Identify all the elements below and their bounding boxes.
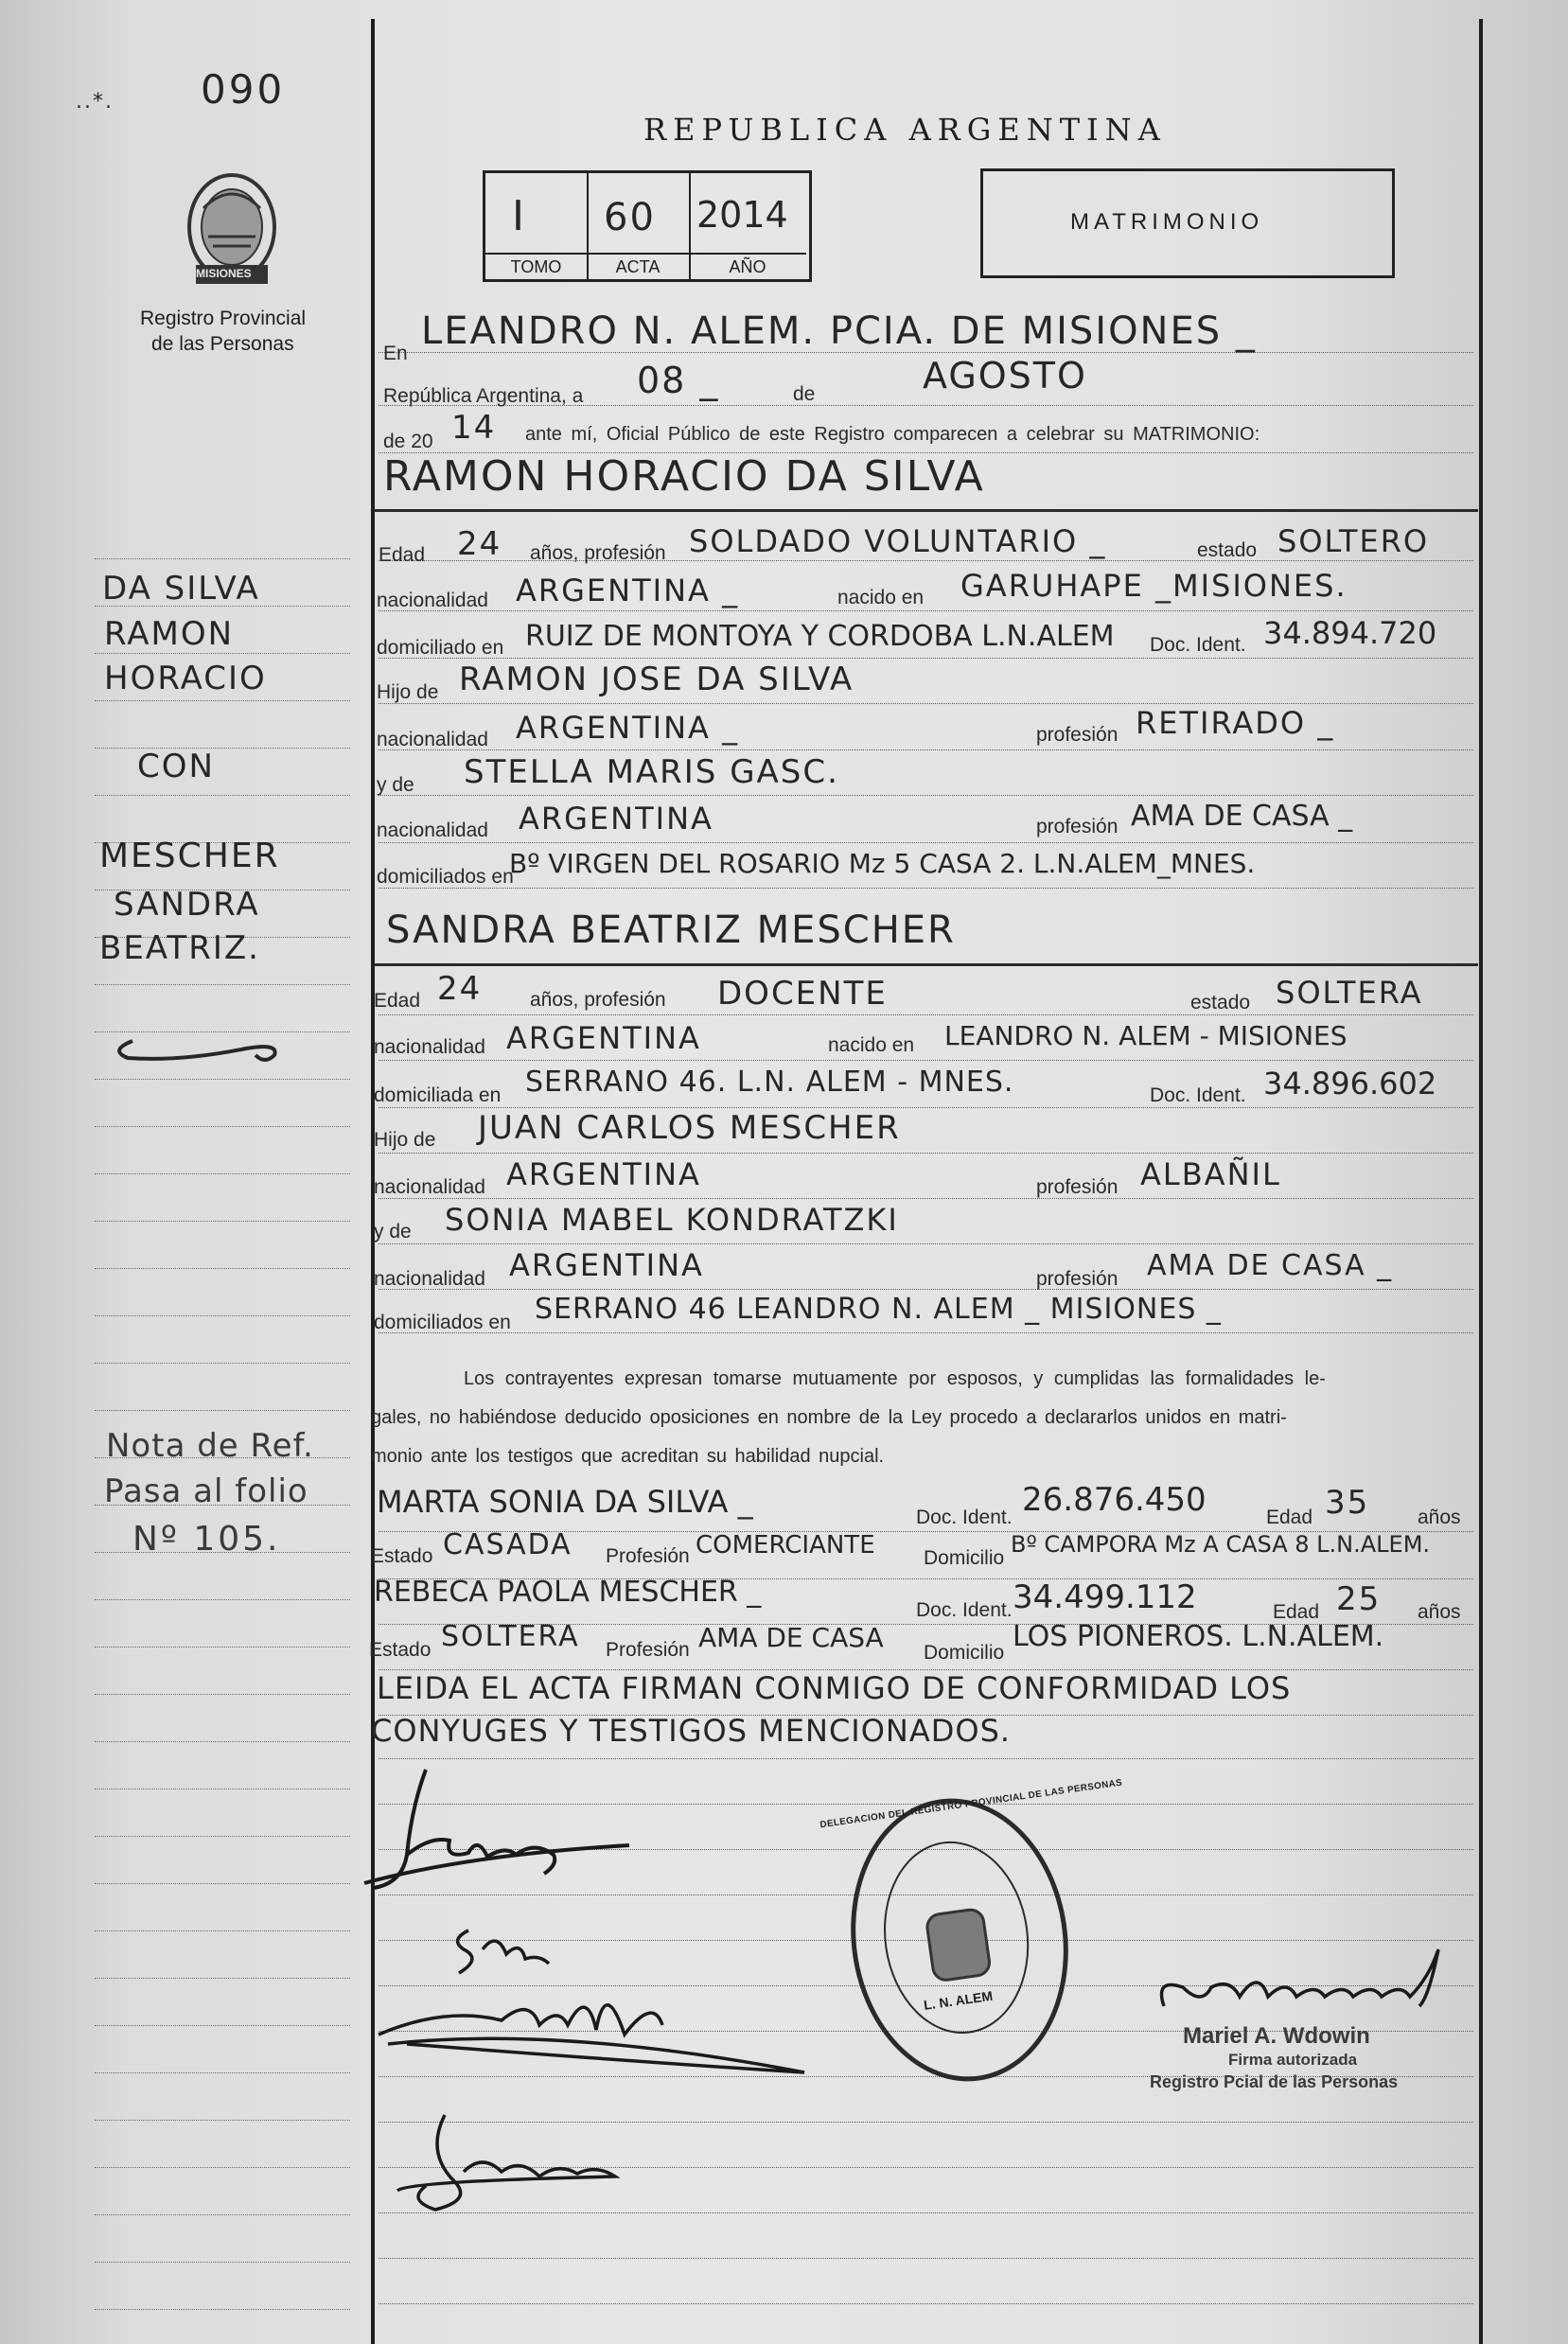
- witness2-doc: 34.499.112: [1013, 1578, 1197, 1616]
- margin-mark: ..*.: [76, 90, 114, 114]
- witness1-domicilio: Bº CAMPORA Mz A CASA 8 L.N.ALEM.: [1011, 1531, 1431, 1558]
- bride-estado: SOLTERA: [1276, 975, 1423, 1011]
- stamp-ring-text: DELEGACION DEL REGISTRO PROVINCIAL DE LAS PERSONAS: [819, 1776, 1123, 1830]
- groom-father-prof-label: profesión: [1036, 724, 1119, 746]
- groom-nacido-label: nacido en: [837, 587, 925, 608]
- signature-groom-icon: [355, 1751, 639, 1902]
- signature-witness2-icon: [388, 2106, 672, 2219]
- bride-profesion: DOCENTE: [717, 975, 888, 1013]
- republica-label: República Argentina, a: [383, 385, 584, 407]
- seal-label: MISIONES: [196, 267, 252, 280]
- bride-domicilio-label: domiciliada en: [374, 1084, 502, 1106]
- groom-profesion: SOLDADO VOLUNTARIO _: [689, 523, 1107, 559]
- registry-name-line2: de las Personas: [151, 333, 294, 355]
- groom-name: RAMON HORACIO DA SILVA: [383, 452, 985, 501]
- signature-officer-icon: [1145, 1940, 1457, 2035]
- bride-mother-prof: AMA DE CASA _: [1147, 1249, 1394, 1282]
- right-border-line: [1479, 19, 1483, 2344]
- bride-mother-prof-label: profesión: [1036, 1268, 1119, 1290]
- ano-value: 2014: [696, 194, 788, 236]
- groom-domiciliados: Bº VIRGEN DEL ROSARIO Mz 5 CASA 2. L.N.ALEM_MNES.: [509, 848, 1256, 879]
- bride-doc: 34.896.602: [1263, 1066, 1437, 1102]
- bride-mother-nac: ARGENTINA: [509, 1247, 704, 1283]
- groom-doc-label: Doc. Ident.: [1150, 634, 1246, 656]
- groom-yde-label: y de: [377, 774, 414, 796]
- groom-domiciliados-label: domiciliados en: [377, 866, 514, 888]
- witness1-edad-label: Edad: [1266, 1507, 1313, 1528]
- bride-doc-label: Doc. Ident.: [1150, 1084, 1246, 1106]
- country-title: REPUBLICA ARGENTINA: [643, 112, 1167, 148]
- official-stamp: [819, 1776, 1123, 2096]
- bride-father: JUAN CARLOS MESCHER: [478, 1109, 901, 1147]
- bride-edad: 24: [437, 970, 483, 1008]
- registry-name-line1: Registro Provincial: [140, 308, 307, 329]
- acta-label: ACTA: [587, 253, 689, 279]
- bride-father-prof-label: profesión: [1036, 1176, 1119, 1198]
- year-suffix: 14: [451, 409, 497, 447]
- bride-father-nac: ARGENTINA: [506, 1156, 701, 1192]
- acta-cell: [587, 173, 691, 279]
- witness2-estado-label: Estado: [369, 1639, 432, 1661]
- stamp-emblem-icon: [920, 1903, 995, 1987]
- declaration-line2: gales, no habiéndose deducido oposiciones en nombre de la Ley procedo a declararlos unidos en matri-: [371, 1407, 1287, 1428]
- bride-mother-nac-label: nacionalidad: [374, 1268, 485, 1290]
- bride-domiciliados: SERRANO 46 LEANDRO N. ALEM _ MISIONES _: [535, 1293, 1222, 1326]
- record-type: MATRIMONIO: [1070, 209, 1264, 235]
- tomo-label: TOMO: [485, 253, 587, 279]
- margin-groom-line2: RAMON: [104, 615, 235, 653]
- en-label: En: [383, 343, 408, 364]
- groom-edad: 24: [457, 525, 502, 563]
- bride-domicilio: SERRANO 46. L.N. ALEM - MNES.: [525, 1066, 1014, 1099]
- witness1-domicilio-label: Domicilio: [924, 1547, 1005, 1569]
- bride-nacionalidad: ARGENTINA: [506, 1020, 701, 1056]
- witness2-profesion-label: Profesión: [606, 1639, 690, 1661]
- record-numbers-box: [483, 170, 812, 282]
- groom-doc: 34.894.720: [1263, 615, 1437, 651]
- groom-mother: STELLA MARIS GASC.: [464, 753, 839, 791]
- witness2-name: REBECA PAOLA MESCHER _: [374, 1576, 762, 1609]
- officer-name: Mariel A. Wdowin: [1183, 2023, 1370, 2049]
- intro-place: LEANDRO N. ALEM. PCIA. DE MISIONES _: [421, 309, 1257, 353]
- margin-note-line2: Pasa al folio: [104, 1472, 308, 1510]
- bride-father-nac-label: nacionalidad: [374, 1176, 485, 1198]
- witness1-anos-label: años: [1418, 1507, 1461, 1528]
- witness2-domicilio-label: Domicilio: [924, 1642, 1005, 1664]
- margin-con: CON: [137, 748, 215, 785]
- margin-bride-line1: MESCHER: [99, 837, 280, 875]
- bride-yde-label: y de: [374, 1221, 412, 1242]
- bride-nacido-label: nacido en: [828, 1034, 915, 1056]
- witness2-doc-label: Doc. Ident.: [916, 1599, 1013, 1621]
- margin-bride-line2: SANDRA: [114, 886, 260, 924]
- bride-nac-label: nacionalidad: [374, 1036, 485, 1058]
- groom-nac-label: nacionalidad: [377, 590, 488, 611]
- groom-father-nac: ARGENTINA _: [516, 710, 740, 746]
- folio-number: 090: [201, 66, 286, 113]
- intro-statement: ante mí, Oficial Público de este Registro comparecen a celebrar su MATRIMONIO:: [525, 424, 1260, 445]
- groom-father: RAMON JOSE DA SILVA: [459, 661, 854, 698]
- ano-cell: [689, 173, 806, 279]
- witness2-estado: SOLTERA: [441, 1620, 580, 1653]
- groom-mother-prof: AMA DE CASA _: [1131, 800, 1353, 833]
- closing-line2: CONYUGES Y TESTIGOS MENCIONADOS.: [371, 1713, 1012, 1749]
- groom-mother-nac-label: nacionalidad: [377, 820, 488, 841]
- witness2-anos-label: años: [1418, 1601, 1461, 1623]
- bride-father-prof: ALBAÑIL: [1140, 1156, 1281, 1192]
- groom-father-prof: RETIRADO _: [1136, 705, 1335, 741]
- witness1-doc-label: Doc. Ident.: [916, 1507, 1013, 1528]
- witness1-estado: CASADA: [443, 1528, 573, 1561]
- intro-day: 08 _: [637, 360, 720, 401]
- witness2-profesion: AMA DE CASA: [698, 1622, 884, 1653]
- margin-note-line1: Nota de Ref.: [106, 1427, 314, 1465]
- margin-bride-line3: BEATRIZ.: [99, 929, 260, 967]
- witness2-domicilio: LOS PIONEROS. L.N.ALEM.: [1013, 1620, 1384, 1653]
- bride-nacido: LEANDRO N. ALEM - MISIONES: [944, 1020, 1348, 1051]
- record-type-box: [980, 168, 1395, 278]
- witness2-edad-label: Edad: [1273, 1601, 1320, 1623]
- bride-mother: SONIA MABEL KONDRATZKI: [445, 1202, 899, 1238]
- groom-domicilio: RUIZ DE MONTOYA Y CORDOBA L.N.ALEM: [525, 620, 1115, 653]
- tomo-cell: [485, 173, 589, 279]
- bride-edad-label: Edad: [374, 990, 421, 1012]
- tomo-value: I: [512, 192, 526, 240]
- margin-flourish-icon: [104, 1022, 293, 1069]
- declaration-line1: Los contrayentes expresan tomarse mutuamente por esposos, y cumplidas las formalidades le-: [464, 1368, 1326, 1389]
- groom-anos-prof-label: años, profesión: [530, 542, 666, 564]
- margin-note-line3: Nº 105.: [132, 1520, 281, 1559]
- witness1-profesion: COMERCIANTE: [696, 1531, 875, 1560]
- witness1-edad: 35: [1325, 1484, 1370, 1522]
- groom-father-nac-label: nacionalidad: [377, 729, 488, 750]
- officer-org: Registro Pcial de las Personas: [1150, 2072, 1399, 2091]
- bride-anos-prof-label: años, profesión: [530, 989, 666, 1011]
- declaration-line3: monio ante los testigos que acreditan su habilidad nupcial.: [371, 1446, 885, 1467]
- bride-domiciliados-label: domiciliados en: [374, 1312, 511, 1333]
- groom-estado: SOLTERO: [1277, 523, 1430, 559]
- groom-nacionalidad: ARGENTINA _: [516, 573, 740, 608]
- groom-hijo-label: Hijo de: [377, 681, 439, 703]
- margin-groom-line3: HORACIO: [104, 660, 267, 697]
- de-label: de: [793, 383, 816, 405]
- stamp-inner-text: L. N. ALEM: [923, 1987, 994, 2013]
- officer-title: Firma autorizada: [1228, 2051, 1358, 2069]
- witness1-estado-label: Estado: [371, 1545, 433, 1567]
- bride-name: SANDRA BEATRIZ MESCHER: [386, 908, 956, 952]
- ano-label: AÑO: [689, 253, 806, 279]
- acta-value: 60: [604, 196, 656, 239]
- bride-estado-label: estado: [1190, 992, 1251, 1013]
- groom-mother-nac: ARGENTINA: [519, 801, 714, 837]
- bride-hijo-label: Hijo de: [374, 1129, 436, 1151]
- margin-groom-line1: DA SILVA: [102, 570, 260, 608]
- groom-estado-label: estado: [1197, 539, 1258, 561]
- witness2-edad: 25: [1336, 1580, 1382, 1618]
- closing-line1: LEIDA EL ACTA FIRMAN CONMIGO DE CONFORMIDAD LOS: [377, 1670, 1292, 1706]
- groom-edad-label: Edad: [379, 544, 426, 566]
- witness1-profesion-label: Profesión: [606, 1545, 690, 1567]
- year-prefix: de 20: [383, 431, 433, 452]
- witness1-name: MARTA SONIA DA SILVA _: [377, 1484, 753, 1520]
- signature-witness1-icon: [369, 1968, 823, 2082]
- groom-domicilio-label: domiciliado en: [377, 637, 504, 659]
- groom-mother-prof-label: profesión: [1036, 816, 1119, 837]
- groom-nacido: GARUHAPE _MISIONES.: [960, 568, 1348, 604]
- witness1-doc: 26.876.450: [1022, 1481, 1207, 1519]
- intro-month: AGOSTO: [923, 355, 1087, 397]
